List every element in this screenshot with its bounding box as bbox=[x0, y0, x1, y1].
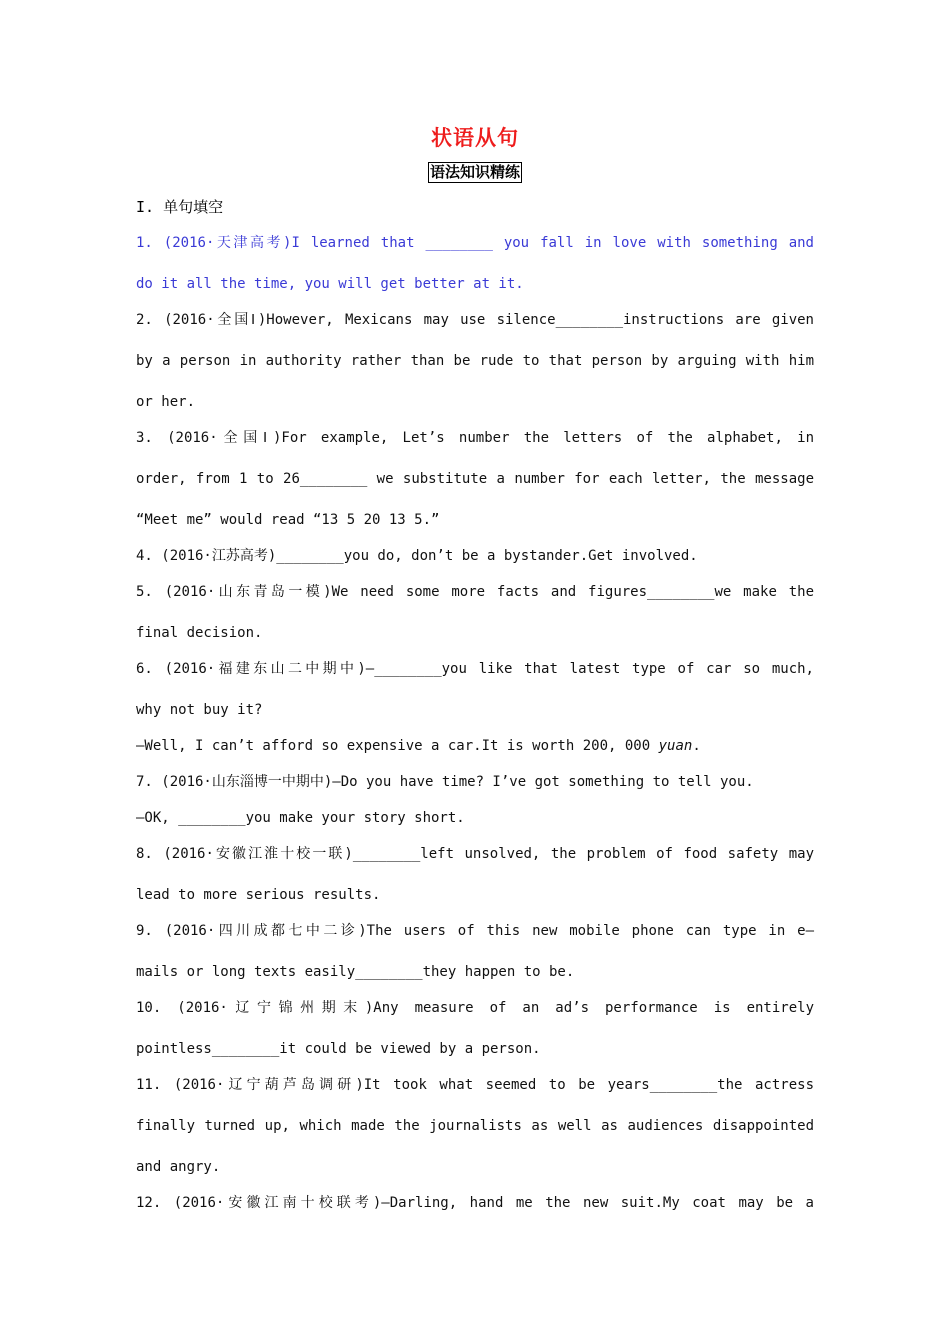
answer-text: —Well, I can’t afford so expensive a car.It is worth 200, 000 bbox=[136, 738, 659, 754]
page-title: 状语从句 bbox=[431, 126, 519, 150]
question-line: final decision. bbox=[136, 625, 263, 641]
question-line: 5. (2016·山东青岛一模)We need some more facts and figures________we make the bbox=[136, 584, 814, 600]
question-line: “Meet me” would read “13 5 20 13 5.” bbox=[136, 512, 440, 528]
question-line: order, from 1 to 26________ we substitute a number for each letter, the message bbox=[136, 471, 814, 487]
question-line: 3. (2016·全国Ⅰ)For example, Let’s number the letters of the alphabet, in bbox=[136, 430, 814, 446]
question-line: 7. (2016·山东淄博一中期中)—Do you have time? I’ve got something to tell you. bbox=[136, 774, 754, 790]
question-line: 11. (2016·辽宁葫芦岛调研)It took what seemed to be years________the actress bbox=[136, 1077, 814, 1093]
question-line: 1. (2016·天津高考)I learned that ________ you fall in love with something and bbox=[136, 235, 814, 251]
question-line: or her. bbox=[136, 394, 196, 410]
question-line: 8. (2016·安徽江淮十校一联)________left unsolved, the problem of food safety may bbox=[136, 846, 814, 862]
italic-word: yuan bbox=[658, 738, 693, 754]
subtitle-wrap bbox=[0, 162, 950, 183]
question-line: 4. (2016·江苏高考)________you do, don’t be a bystander.Get involved. bbox=[136, 548, 698, 564]
question-line: and angry. bbox=[136, 1159, 221, 1175]
question-line: 12. (2016·安徽江南十校联考)—Darling, hand me the new suit.My coat may be a bbox=[136, 1195, 814, 1211]
question-line: do it all the time, you will get better at it. bbox=[136, 276, 524, 292]
period-text: . bbox=[692, 738, 701, 754]
question-line: 2. (2016·全国Ⅰ)However, Mexicans may use silence________instructions are given bbox=[136, 312, 814, 328]
question-line: mails or long texts easily________they happen to be. bbox=[136, 964, 575, 980]
question-line: by a person in authority rather than be rude to that person by arguing with him bbox=[136, 353, 814, 369]
question-line: 9. (2016·四川成都七中二诊)The users of this new mobile phone can type in e— bbox=[136, 923, 814, 939]
question-line: —OK, ________you make your story short. bbox=[136, 810, 465, 826]
question-line: 10. (2016·辽宁锦州期末)Any measure of an ad’s performance is entirely bbox=[136, 1000, 814, 1016]
question-line bbox=[136, 736, 814, 756]
page-subtitle: 语法知识精练 bbox=[429, 163, 520, 181]
question-line: why not buy it? bbox=[136, 702, 263, 718]
question-line: 6. (2016·福建东山二中期中)—________you like that latest type of car so much, bbox=[136, 661, 814, 677]
question-line: lead to more serious results. bbox=[136, 887, 381, 903]
question-line: finally turned up, which made the journalists as well as audiences disappointed bbox=[136, 1118, 814, 1134]
question-line: pointless________it could be viewed by a person. bbox=[136, 1041, 541, 1057]
section-heading: I. 单句填空 bbox=[136, 198, 224, 216]
